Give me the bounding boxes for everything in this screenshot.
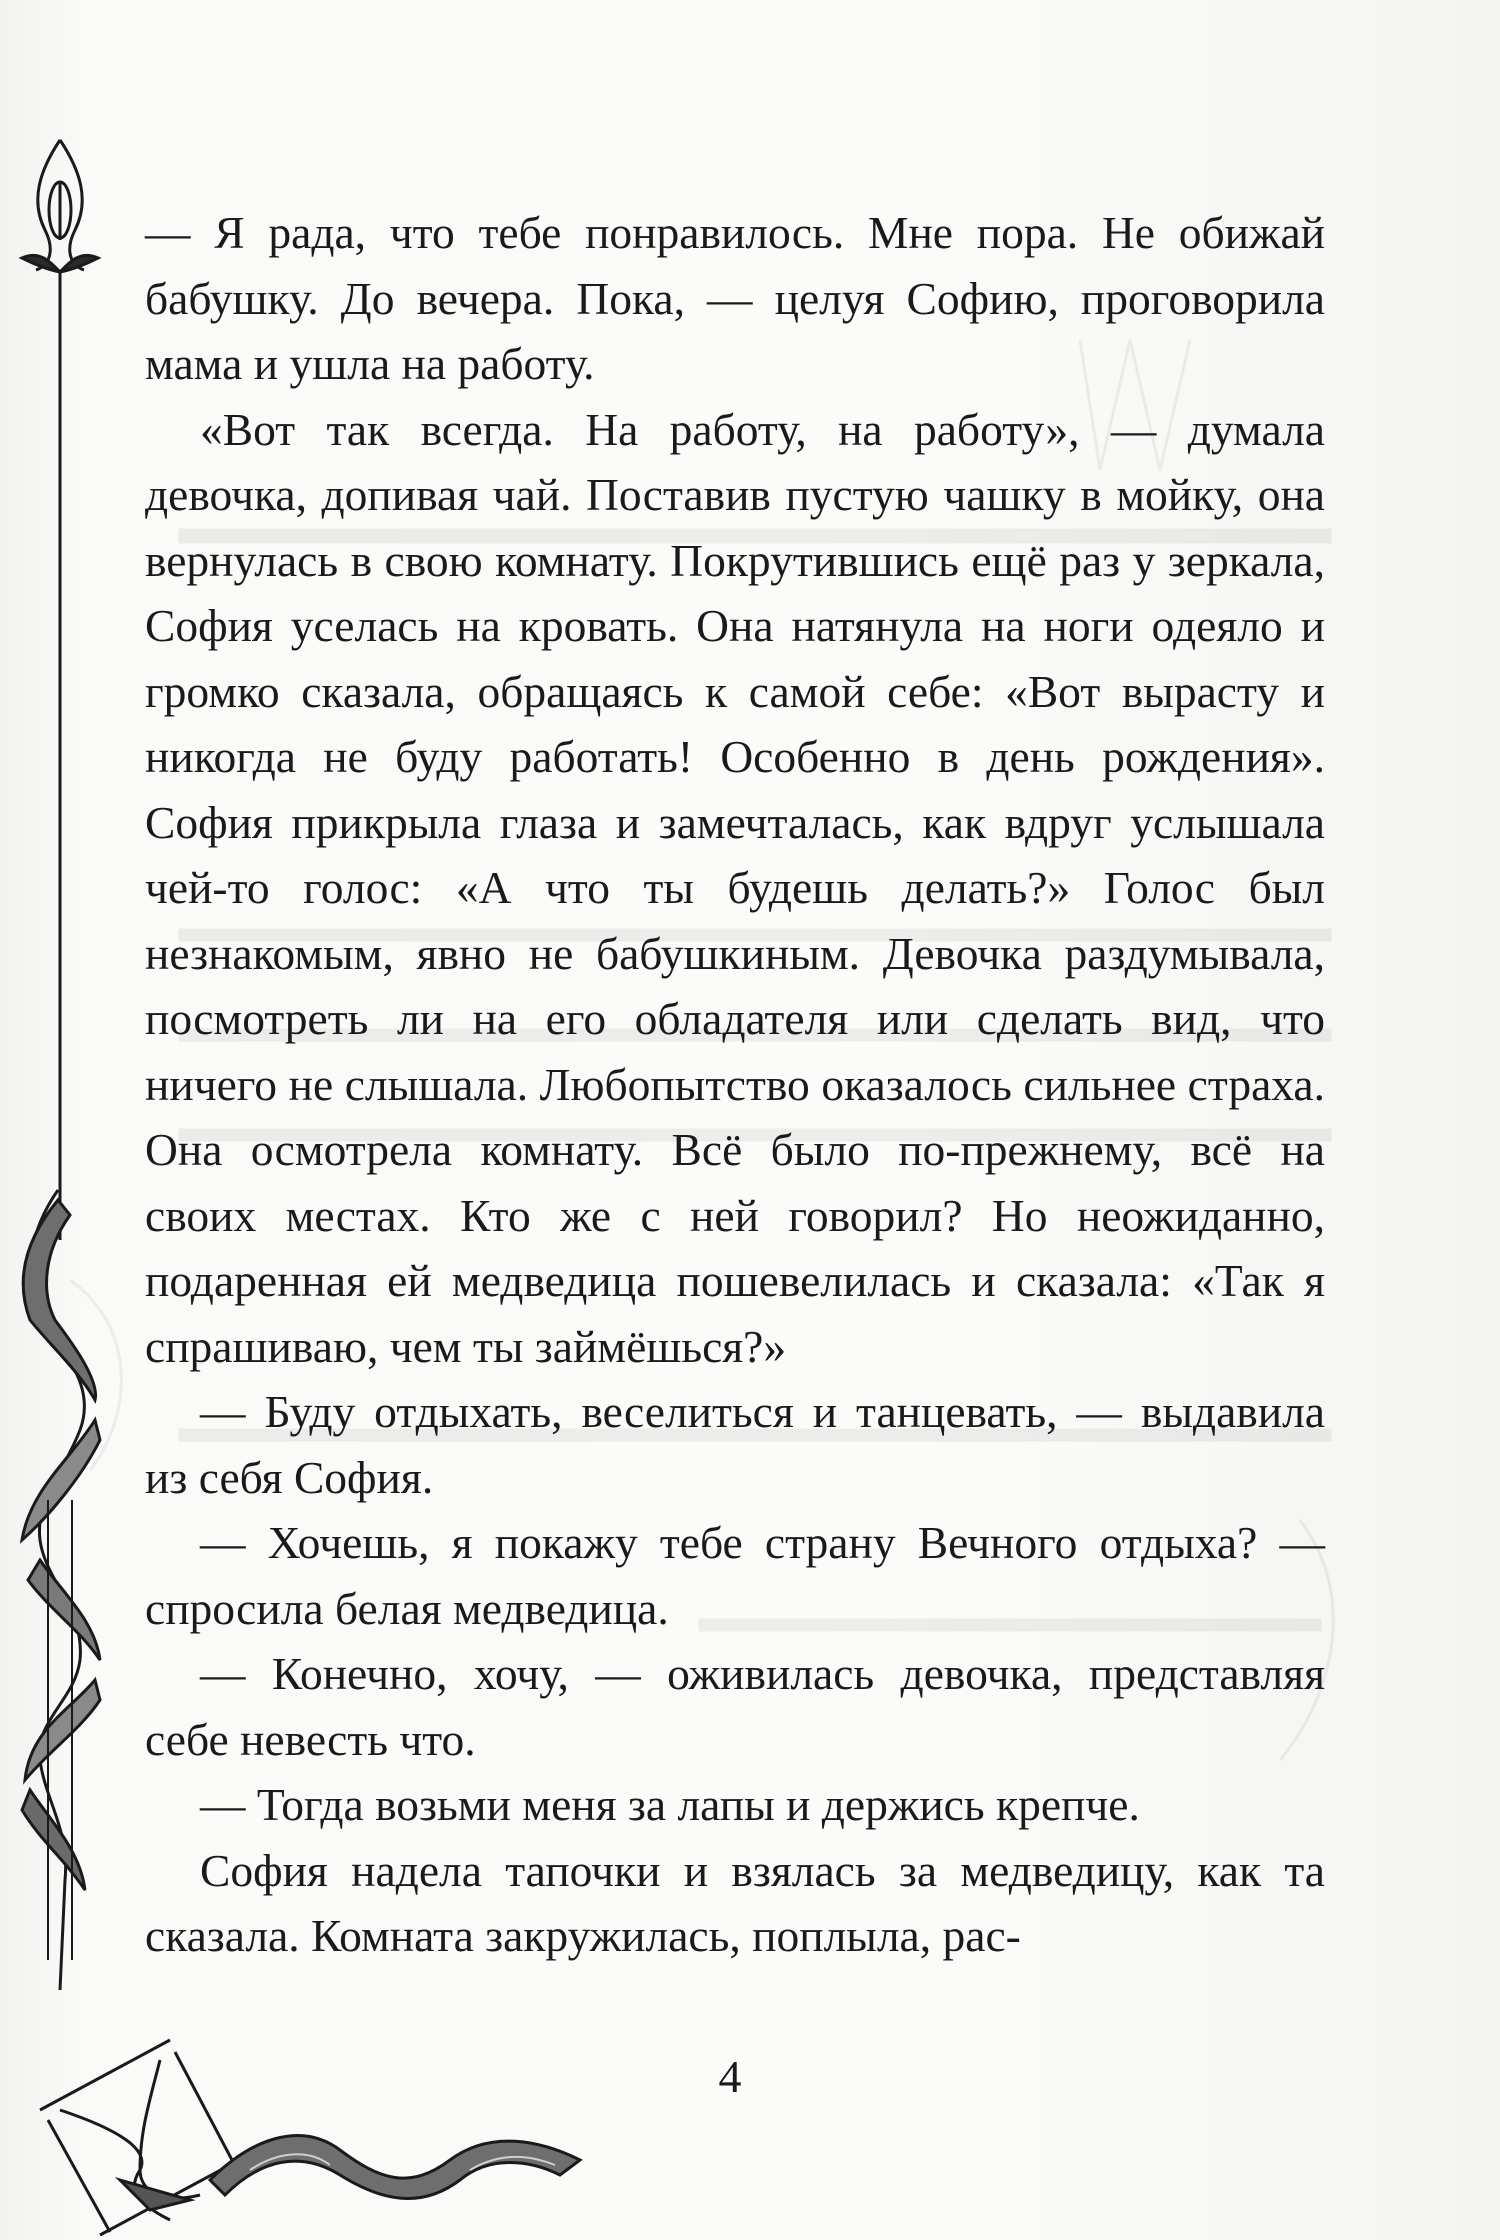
paragraph: — Тогда возьми меня за лапы и держись крепче. xyxy=(200,1779,1140,1830)
hourglass-icon xyxy=(40,2040,232,2235)
paragraph: «Вот так всегда. На работу, на работу», — думала девочка, допивая чай. Поставив пустую чашку в мойку, она вернулась в свою комнату. Покрутившись ещё раз у зеркала, София уселась на кровать. Она натянула на ноги одеяло и громко сказала, обращаясь к самой себе: «Вот вырасту и никогда не буду работать! Особенно в день рождения». София прикрыла глаза и замечталась, как вдруг услышала чей-то голос: «А что ты будешь делать?» Голос был незнакомым, явно не бабушкиным. Девочка раздумывала, посмотреть ли на его обладателя или сделать вид, что ничего не слышала. Любопытство оказалось сильнее страха. Она осмотрела комнату. Всё было по-прежнему, всё на своих местах. Кто же с ней говорил? Но неожиданно, подаренная ей медведица пошевелилась и сказала: «Так я спрашиваю, чем ты займёшься?» xyxy=(145,403,1325,1372)
book-text-block xyxy=(145,200,1325,1969)
paragraph: — Конечно, хочу, — оживилась девочка, представляя себе невесть что. xyxy=(145,1648,1325,1765)
page-number: 4 xyxy=(718,2051,742,2102)
bottom-ribbon-ornament xyxy=(210,2136,580,2199)
paragraph: София надела тапочки и взялась за медведицу, как та сказала. Комната закружилась, поплыла, рас- xyxy=(145,1844,1325,1961)
paragraph: — Буду отдыхать, веселиться и танцевать, — выдавила из себя София. xyxy=(145,1386,1325,1503)
paragraph: — Хочешь, я покажу тебе страну Вечного отдыха? — спросила белая медведица. xyxy=(145,1517,1325,1634)
ribbon-ornament xyxy=(22,1190,100,1990)
paragraph: — Я рада, что тебе понравилось. Мне пора. Не обижай бабушку. До вечера. Пока, — целуя Софию, проговорила мама и ушла на работу. xyxy=(145,207,1325,389)
top-finial-icon xyxy=(22,140,98,272)
